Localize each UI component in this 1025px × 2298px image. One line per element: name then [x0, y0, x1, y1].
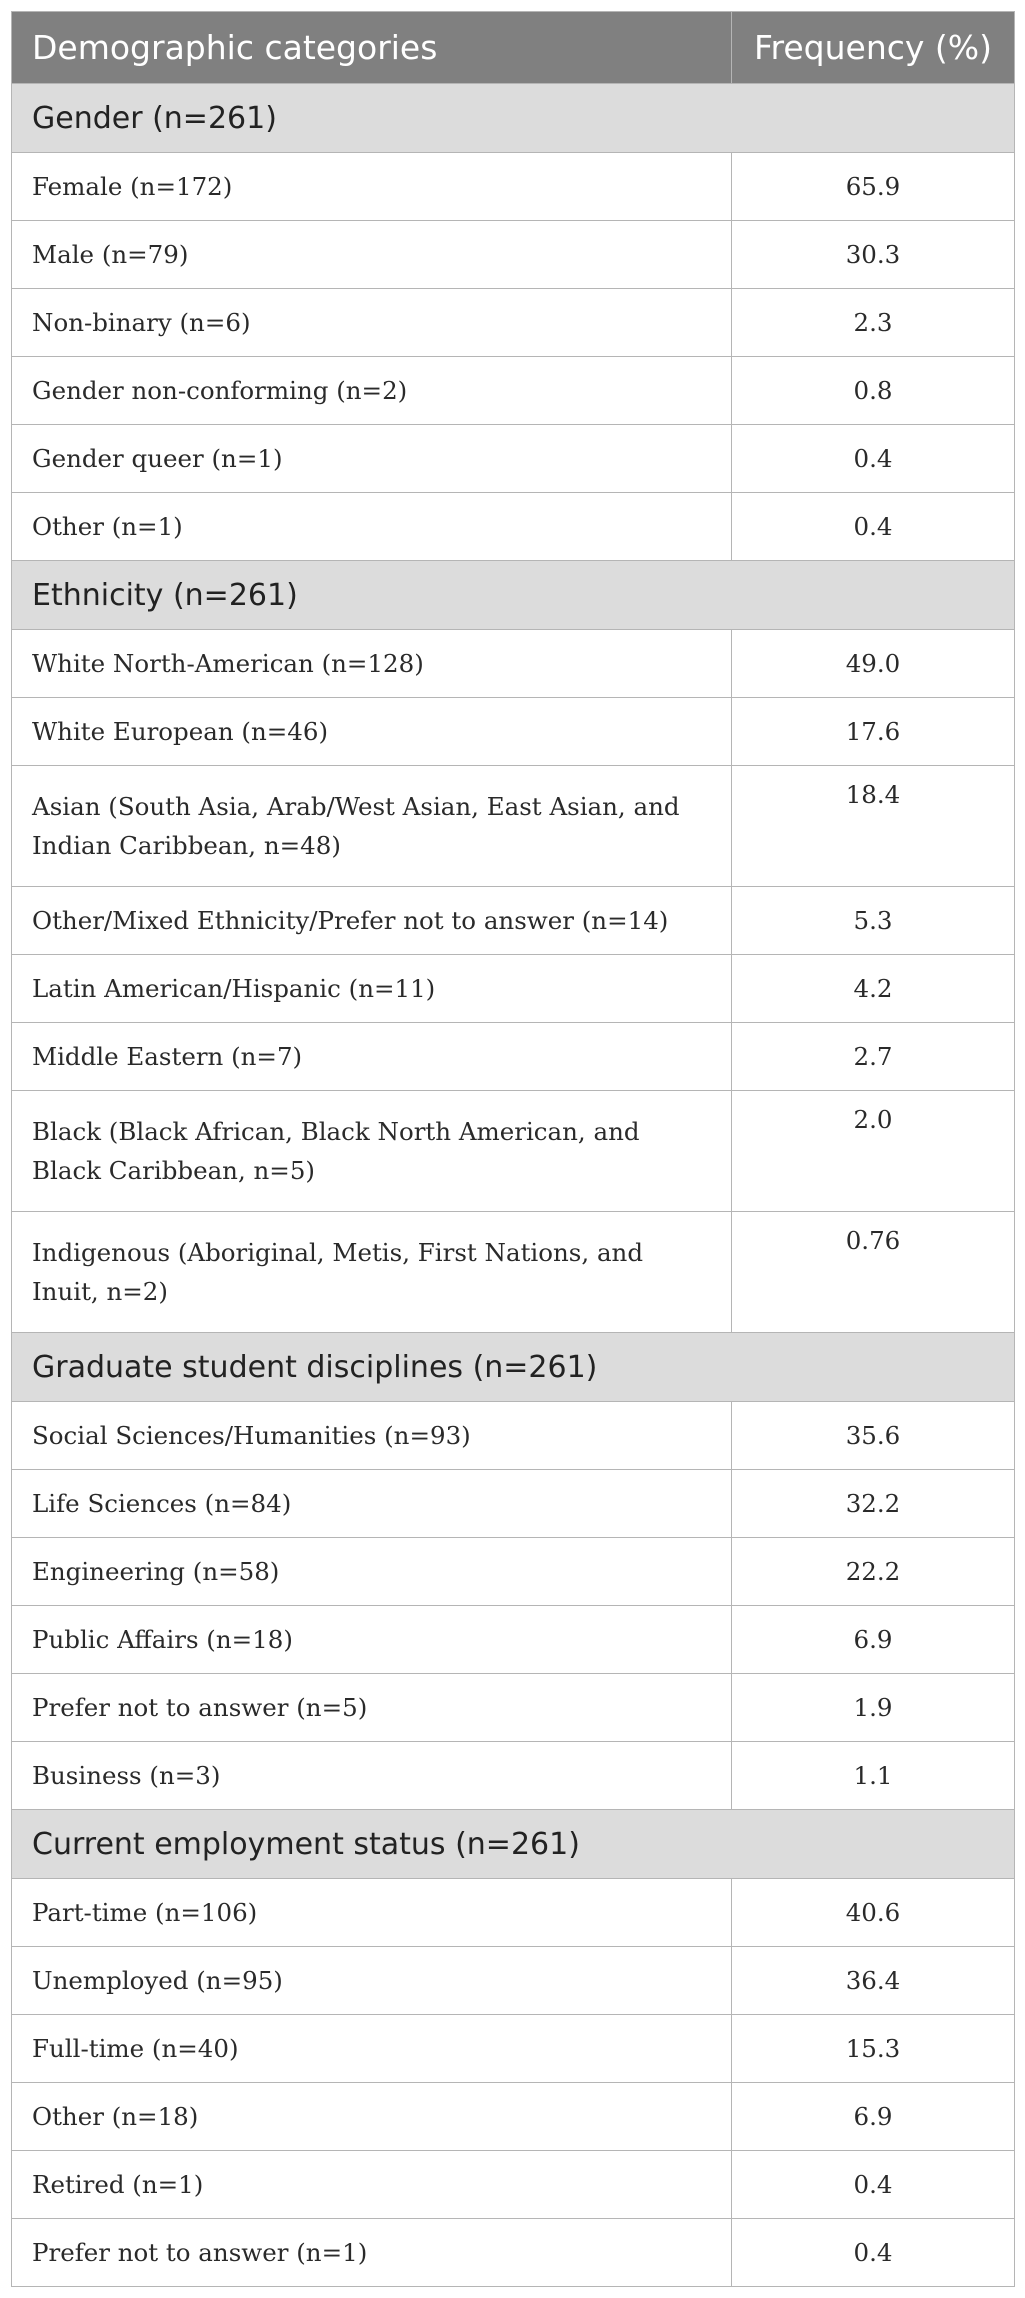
section-title: Current employment status (n=261) [12, 1810, 1015, 1879]
table-row [12, 1674, 1015, 1742]
row-label: Life Sciences (n=84) [12, 1470, 732, 1538]
row-label: Engineering (n=58) [12, 1538, 732, 1606]
row-label: Part-time (n=106) [12, 1879, 732, 1947]
row-frequency: 0.76 [732, 1212, 1015, 1333]
table-row [12, 2219, 1015, 2287]
table-row [12, 955, 1015, 1023]
row-label: Public Affairs (n=18) [12, 1606, 732, 1674]
table-row [12, 1879, 1015, 1947]
row-frequency: 0.8 [732, 357, 1015, 425]
row-frequency: 1.1 [732, 1742, 1015, 1810]
row-label: Prefer not to answer (n=1) [12, 2219, 732, 2287]
row-frequency: 30.3 [732, 221, 1015, 289]
row-label: Gender queer (n=1) [12, 425, 732, 493]
header-frequency: Frequency (%) [732, 12, 1015, 84]
row-frequency: 6.9 [732, 1606, 1015, 1674]
row-frequency: 40.6 [732, 1879, 1015, 1947]
row-label: Gender non-conforming (n=2) [12, 357, 732, 425]
table-row [12, 1402, 1015, 1470]
section-header-row [12, 561, 1015, 630]
table-row [12, 289, 1015, 357]
table-row [12, 698, 1015, 766]
row-label: Prefer not to answer (n=5) [12, 1674, 732, 1742]
row-frequency: 18.4 [732, 766, 1015, 887]
table-row [12, 2083, 1015, 2151]
row-frequency: 0.4 [732, 2151, 1015, 2219]
row-label: Other (n=18) [12, 2083, 732, 2151]
table-row [12, 1212, 1015, 1333]
section-title: Gender (n=261) [12, 84, 1015, 153]
row-label: White North-American (n=128) [12, 630, 732, 698]
demographics-table [11, 11, 1015, 2287]
section-header-row [12, 1333, 1015, 1402]
table-row [12, 1606, 1015, 1674]
row-frequency: 0.4 [732, 425, 1015, 493]
row-frequency: 22.2 [732, 1538, 1015, 1606]
row-label: Non-binary (n=6) [12, 289, 732, 357]
row-label: Indigenous (Aboriginal, Metis, First Nations, and Inuit, n=2) [12, 1212, 732, 1333]
table-row [12, 153, 1015, 221]
section-title: Ethnicity (n=261) [12, 561, 1015, 630]
row-frequency: 32.2 [732, 1470, 1015, 1538]
table-row [12, 357, 1015, 425]
row-frequency: 0.4 [732, 2219, 1015, 2287]
row-label: Middle Eastern (n=7) [12, 1023, 732, 1091]
table-row [12, 2151, 1015, 2219]
table-header [12, 12, 1015, 84]
table-row [12, 493, 1015, 561]
section-header-row [12, 84, 1015, 153]
row-label: Latin American/Hispanic (n=11) [12, 955, 732, 1023]
row-label: Other/Mixed Ethnicity/Prefer not to answer (n=14) [12, 887, 732, 955]
demographics-table-container [11, 11, 1014, 2287]
row-label: Female (n=172) [12, 153, 732, 221]
section-title: Graduate student disciplines (n=261) [12, 1333, 1015, 1402]
row-label: Unemployed (n=95) [12, 1947, 732, 2015]
header-category: Demographic categories [12, 12, 732, 84]
table-row [12, 766, 1015, 887]
row-label: White European (n=46) [12, 698, 732, 766]
row-frequency: 2.3 [732, 289, 1015, 357]
table-row [12, 1947, 1015, 2015]
row-frequency: 35.6 [732, 1402, 1015, 1470]
row-frequency: 17.6 [732, 698, 1015, 766]
row-frequency: 4.2 [732, 955, 1015, 1023]
row-frequency: 65.9 [732, 153, 1015, 221]
row-frequency: 0.4 [732, 493, 1015, 561]
table-row [12, 425, 1015, 493]
row-label: Full-time (n=40) [12, 2015, 732, 2083]
row-label: Other (n=1) [12, 493, 732, 561]
row-frequency: 2.7 [732, 1023, 1015, 1091]
row-label: Business (n=3) [12, 1742, 732, 1810]
section-header-row [12, 1810, 1015, 1879]
row-label: Asian (South Asia, Arab/West Asian, East Asian, and Indian Caribbean, n=48) [12, 766, 732, 887]
table-body [12, 84, 1015, 2287]
table-row [12, 630, 1015, 698]
row-frequency: 49.0 [732, 630, 1015, 698]
table-row [12, 1470, 1015, 1538]
row-frequency: 36.4 [732, 1947, 1015, 2015]
row-label: Retired (n=1) [12, 2151, 732, 2219]
table-row [12, 1023, 1015, 1091]
row-frequency: 1.9 [732, 1674, 1015, 1742]
row-frequency: 5.3 [732, 887, 1015, 955]
table-row [12, 2015, 1015, 2083]
table-row [12, 221, 1015, 289]
row-label: Social Sciences/Humanities (n=93) [12, 1402, 732, 1470]
row-label: Black (Black African, Black North American, and Black Caribbean, n=5) [12, 1091, 732, 1212]
row-frequency: 15.3 [732, 2015, 1015, 2083]
table-row [12, 887, 1015, 955]
header-row [12, 12, 1015, 84]
table-row [12, 1091, 1015, 1212]
table-row [12, 1742, 1015, 1810]
row-label: Male (n=79) [12, 221, 732, 289]
table-row [12, 1538, 1015, 1606]
row-frequency: 2.0 [732, 1091, 1015, 1212]
row-frequency: 6.9 [732, 2083, 1015, 2151]
